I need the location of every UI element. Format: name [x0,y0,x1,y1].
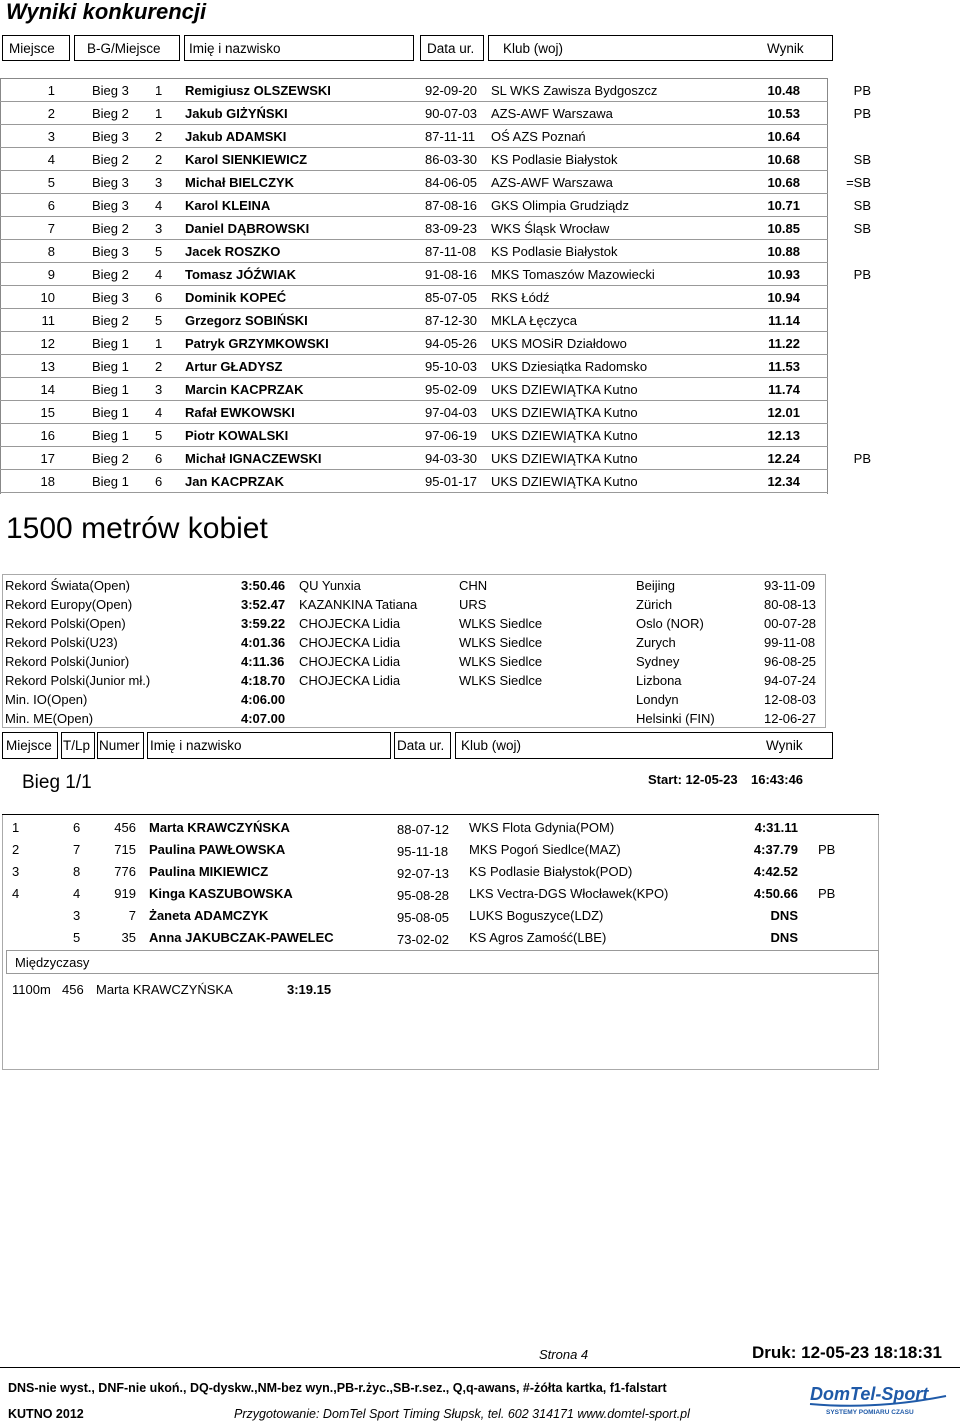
bib-number: 7 [128,908,136,923]
date-of-birth: 95-10-03 [425,359,478,374]
date-of-birth: 85-07-05 [425,290,478,305]
legend: DNS-nie wyst., DNF-nie ukoń., DQ-dyskw.,NM-bez wyn.,PB-r.życ.,SB-r.sez., Q,q-awans, #-żółta kartka, f1-falstart [8,1381,667,1395]
date-of-birth: 91-08-16 [425,267,478,282]
club: KS Podlasie Białystok [491,244,618,259]
lane: 5 [73,930,81,945]
athlete-name: Daniel DĄBROWSKI [185,221,310,236]
record-row [0,614,960,633]
heat: Bieg 3 [92,129,129,144]
heat: Bieg 2 [92,106,129,121]
record-label: Rekord Polski(Junior) [5,654,130,669]
place: 6 [47,198,55,213]
header-club-result: Klub (woj) Wynik [488,35,833,61]
heat: Bieg 3 [92,244,129,259]
club: MKLA Łęczyca [491,313,577,328]
date-of-birth: 83-09-23 [425,221,478,236]
athlete-name: Jakub ADAMSKI [185,129,287,144]
page-title: Wyniki konkurencji [6,0,207,24]
heat: Bieg 3 [92,83,129,98]
date-of-birth: 87-08-16 [425,198,478,213]
record-row [0,671,960,690]
date-of-birth: 92-07-13 [397,866,450,881]
record-holder: CHOJECKA Lidia [299,635,401,650]
bib-number: 776 [114,864,136,879]
record-date: 12-06-27 [764,711,817,726]
date-of-birth: 84-06-05 [425,175,478,190]
heat-result-row [0,860,960,882]
place: 18 [40,474,55,489]
note: =SB [846,175,871,190]
record-date: 99-11-08 [764,635,816,650]
result: 10.85 [767,221,800,236]
heat-place: 1 [155,83,163,98]
result: 12.34 [767,474,800,489]
club: UKS Dziesiątka Radomsko [491,359,648,374]
place: 11 [41,313,55,328]
record-label: Rekord Świata(Open) [5,578,130,593]
club: MKS Pogoń Siedlce(MAZ) [469,842,621,857]
date-of-birth: 86-03-30 [425,152,478,167]
record-date: 94-07-24 [764,673,817,688]
athlete-name: Remigiusz OLSZEWSKI [185,83,331,98]
bib-number: 456 [114,820,136,835]
heat-place: 6 [155,290,163,305]
athlete-name: Michał BIELCZYK [185,175,295,190]
date-of-birth: 95-02-09 [425,382,478,397]
heat: Bieg 2 [92,451,129,466]
place: 1 [47,83,55,98]
club: RKS Łódź [491,290,550,305]
record-label: Rekord Europy(Open) [5,597,133,612]
result: 10.48 [767,83,800,98]
record-date: 00-07-28 [764,616,817,631]
header-tlp: T/Lp [61,732,95,759]
record-place: Zurych [636,635,676,650]
place: 5 [47,175,55,190]
heat: Bieg 2 [92,152,129,167]
table-row [0,401,960,424]
heat: Bieg 3 [92,198,129,213]
table-row [0,332,960,355]
place: 1 [12,820,20,835]
heat: Bieg 1 [92,359,129,374]
place: 14 [40,382,55,397]
heat-result-row [0,838,960,860]
athlete-name: Paulina PAWŁOWSKA [149,842,286,857]
result: 4:37.79 [753,842,798,857]
place: 15 [40,405,55,420]
club: LKS Vectra-DGS Włocławek(KPO) [469,886,669,901]
club: UKS DZIEWIĄTKA Kutno [491,474,638,489]
club: KS Podlasie Białystok [491,152,618,167]
place: 4 [47,152,55,167]
domtel-logo [806,1380,952,1416]
page-number: Strona 4 [539,1347,589,1362]
note: PB [853,83,871,98]
place: 13 [40,359,55,374]
athlete-name: Karol KLEINA [185,198,271,213]
lane: 7 [73,842,81,857]
athlete-name: Tomasz JÓŹWIAK [185,267,296,282]
result: 4:31.11 [754,820,798,835]
heat-place: 2 [155,152,163,167]
heat-place: 2 [155,129,163,144]
heat-title: Bieg 1/1 [22,772,92,793]
heat-place: 6 [155,474,163,489]
prepared-by: Przygotowanie: DomTel Sport Timing Słupsk, tel. 602 314171 www.domtel-sport.pl [234,1407,690,1421]
record-time: 4:06.00 [241,692,286,707]
result: 11.22 [768,336,800,351]
header-name: Imię i nazwisko [184,35,414,61]
record-club: WLKS Siedlce [459,673,543,688]
heat-result-row [0,882,960,904]
athlete-name: Kinga KASZUBOWSKA [149,886,293,901]
header-club-result-2: Klub (woj) Wynik [455,732,833,759]
heat-place: 1 [155,106,163,121]
athlete-name: Artur GŁADYSZ [185,359,283,374]
record-holder: KAZANKINA Tatiana [299,597,418,612]
record-time: 3:50.46 [241,578,286,593]
athlete-name: Jakub GIŻYŃSKI [185,106,288,121]
result: 10.94 [767,290,800,305]
record-date: 12-08-03 [764,692,817,707]
table-row [0,355,960,378]
table-row [0,240,960,263]
heat-place: 3 [155,175,163,190]
club: KS Podlasie Białystok(POD) [469,864,633,879]
record-date: 96-08-25 [764,654,817,669]
place: 8 [47,244,55,259]
date-of-birth: 95-08-05 [397,910,450,925]
record-place: Lizbona [636,673,682,688]
note: PB [818,886,836,901]
record-row [0,709,960,728]
header-name-2: Imię i nazwisko [147,732,391,759]
place: 2 [47,106,55,121]
place: 17 [40,451,55,466]
date-of-birth: 92-09-20 [425,83,478,98]
result: 12.13 [767,428,800,443]
result: DNS [770,908,798,923]
note: PB [853,106,871,121]
record-club: WLKS Siedlce [459,654,543,669]
heat-place: 4 [155,267,163,282]
table-row [0,470,960,493]
place: 16 [40,428,55,443]
record-time: 3:52.47 [241,597,286,612]
heat: Bieg 2 [92,267,129,282]
heat-place: 6 [155,451,163,466]
club: MKS Tomaszów Mazowiecki [491,267,655,282]
result: 11.74 [768,382,800,397]
note: SB [853,198,871,213]
athlete-name: Michał IGNACZEWSKI [185,451,322,466]
header-dob-2: Data ur. [394,732,451,759]
split-athlete: Marta KRAWCZYŃSKA [96,982,233,997]
lane: 8 [73,864,81,879]
table-row [0,171,960,194]
place: 12 [40,336,55,351]
bib-number: 35 [121,930,136,945]
date-of-birth: 95-08-28 [397,888,450,903]
split-number: 456 [62,982,84,997]
athlete-name: Marcin KACPRZAK [185,382,304,397]
date-of-birth: 87-11-08 [425,244,477,259]
record-label: Min. ME(Open) [5,711,94,726]
result: 4:42.52 [753,864,798,879]
header-dob: Data ur. [420,35,484,61]
record-time: 3:59.22 [241,616,286,631]
place: 2 [12,842,20,857]
print-date: Druk: 12-05-23 18:18:31 [752,1343,942,1362]
athlete-name: Żaneta ADAMCZYK [149,908,269,923]
club: KS Agros Zamość(LBE) [469,930,607,945]
club: WKS Flota Gdynia(POM) [469,820,615,835]
record-row [0,652,960,671]
record-time: 4:11.36 [241,654,285,669]
note: SB [853,221,871,236]
record-time: 4:18.70 [241,673,286,688]
result: 10.93 [767,267,800,282]
record-time: 4:07.00 [241,711,286,726]
svg-text:SYSTEMY POMIARU CZASU: SYSTEMY POMIARU CZASU [826,1409,914,1416]
date-of-birth: 97-06-19 [425,428,478,443]
record-club: CHN [459,578,488,593]
club: AZS-AWF Warszawa [491,175,613,190]
heat: Bieg 3 [92,175,129,190]
result: 10.88 [767,244,800,259]
table-row [0,79,960,102]
table-row [0,148,960,171]
record-label: Min. IO(Open) [5,692,88,707]
date-of-birth: 87-11-11 [425,129,476,144]
athlete-name: Dominik KOPEĆ [185,290,287,305]
club: UKS DZIEWIĄTKA Kutno [491,428,638,443]
athlete-name: Piotr KOWALSKI [185,428,289,443]
club: UKS DZIEWIĄTKA Kutno [491,451,638,466]
result: 10.71 [767,198,800,213]
date-of-birth: 87-12-30 [425,313,478,328]
table-row [0,102,960,125]
heat-place: 4 [155,198,163,213]
note: PB [853,451,871,466]
club: AZS-AWF Warszawa [491,106,613,121]
athlete-name: Jan KACPRZAK [185,474,284,489]
record-time: 4:01.36 [241,635,286,650]
club: GKS Olimpia Grudziądz [491,198,629,213]
heat-place: 5 [155,313,163,328]
result: 12.01 [767,405,800,420]
athlete-name: Paulina MIKIEWICZ [149,864,269,879]
record-holder: CHOJECKA Lidia [299,673,401,688]
record-label: Rekord Polski(U23) [5,635,118,650]
bib-number: 715 [114,842,136,857]
heat-result-row [0,904,960,926]
lane: 3 [73,908,81,923]
lane: 4 [73,886,81,901]
athlete-name: Patryk GRZYMKOWSKI [185,336,329,351]
table-row [0,125,960,148]
table-row [0,286,960,309]
event-name: KUTNO 2012 [8,1407,84,1421]
athlete-name: Rafał EWKOWSKI [185,405,295,420]
result: 4:50.66 [753,886,798,901]
record-date: 93-11-09 [764,578,816,593]
date-of-birth: 73-02-02 [397,932,450,947]
table-row [0,263,960,286]
splits-header: Międzyczasy [15,955,90,970]
record-place: Sydney [636,654,680,669]
heat-result-row [0,926,960,948]
athlete-name: Grzegorz SOBIŃSKI [185,313,308,328]
club: LUKS Boguszyce(LDZ) [469,908,604,923]
place: 9 [47,267,55,282]
header-number: Numer [97,732,144,759]
note: SB [853,152,871,167]
record-place: Londyn [636,692,679,707]
heat-start: Start: 12-05-23 [648,772,738,787]
heat-result-row [0,816,960,838]
bib-number: 919 [114,886,136,901]
heat-place: 2 [155,359,163,374]
club: UKS DZIEWIĄTKA Kutno [491,405,638,420]
heat: Bieg 1 [92,382,129,397]
result: 10.53 [767,106,800,121]
split-time: 3:19.15 [287,982,332,997]
heat: Bieg 2 [92,221,129,236]
record-row [0,633,960,652]
svg-text:DomTel-Sport: DomTel-Sport [810,1384,929,1404]
heat: Bieg 1 [92,474,129,489]
record-club: WLKS Siedlce [459,635,543,650]
result: 10.68 [767,152,800,167]
place: 4 [12,886,20,901]
date-of-birth: 94-05-26 [425,336,478,351]
date-of-birth: 94-03-30 [425,451,478,466]
heat: Bieg 3 [92,290,129,305]
heat: Bieg 1 [92,336,129,351]
date-of-birth: 90-07-03 [425,106,478,121]
date-of-birth: 95-11-18 [397,844,449,859]
record-holder: CHOJECKA Lidia [299,616,401,631]
place: 7 [47,221,55,236]
record-place: Zürich [636,597,673,612]
record-place: Helsinki (FIN) [636,711,715,726]
header-place: Miejsce [2,35,70,61]
heat: Bieg 1 [92,428,129,443]
heat-place: 3 [155,221,163,236]
heat: Bieg 2 [92,313,129,328]
club: SL WKS Zawisza Bydgoszcz [491,83,658,98]
date-of-birth: 88-07-12 [397,822,450,837]
record-label: Rekord Polski(Junior mł.) [5,673,151,688]
date-of-birth: 97-04-03 [425,405,478,420]
header-heat: B-G/Miejsce [74,35,180,61]
section-title: 1500 metrów kobiet [6,512,268,545]
place: 3 [47,129,55,144]
club: OŚ AZS Poznań [491,129,586,144]
result: 12.24 [767,451,800,466]
record-label: Rekord Polski(Open) [5,616,126,631]
table-row [0,309,960,332]
club: UKS MOSiR Działdowo [491,336,627,351]
place: 10 [40,290,55,305]
club: UKS DZIEWIĄTKA Kutno [491,382,638,397]
athlete-name: Anna JAKUBCZAK-PAWELEC [149,930,334,945]
record-date: 80-08-13 [764,597,817,612]
date-of-birth: 95-01-17 [425,474,478,489]
row-divider [0,492,828,493]
split-distance: 1100m [12,982,51,997]
record-holder: CHOJECKA Lidia [299,654,401,669]
athlete-name: Karol SIENKIEWICZ [185,152,308,167]
place: 3 [12,864,20,879]
result: 11.14 [768,313,800,328]
note: PB [853,267,871,282]
table-row [0,194,960,217]
record-row [0,595,960,614]
table-row [0,217,960,240]
result: DNS [770,930,798,945]
record-club: URS [459,597,487,612]
lane: 6 [73,820,81,835]
heat-start-time: 16:43:46 [751,772,804,787]
record-place: Oslo (NOR) [636,616,704,631]
heat-place: 1 [155,336,163,351]
club: WKS Śląsk Wrocław [491,221,610,236]
heat-place: 3 [155,382,163,397]
result: 10.64 [767,129,800,144]
heat-place: 5 [155,428,163,443]
athlete-name: Marta KRAWCZYŃSKA [149,820,290,835]
heat-place: 4 [155,405,163,420]
record-holder: QU Yunxia [299,578,361,593]
heat: Bieg 1 [92,405,129,420]
record-row [0,690,960,709]
heat-place: 5 [155,244,163,259]
note: PB [818,842,836,857]
header-place-2: Miejsce [2,732,58,759]
table-row [0,378,960,401]
record-club: WLKS Siedlce [459,616,543,631]
athlete-name: Jacek ROSZKO [185,244,281,259]
table-row [0,424,960,447]
record-place: Beijing [636,578,676,593]
record-row [0,576,960,595]
result: 10.68 [767,175,800,190]
result: 11.53 [768,359,800,374]
table-row [0,447,960,470]
